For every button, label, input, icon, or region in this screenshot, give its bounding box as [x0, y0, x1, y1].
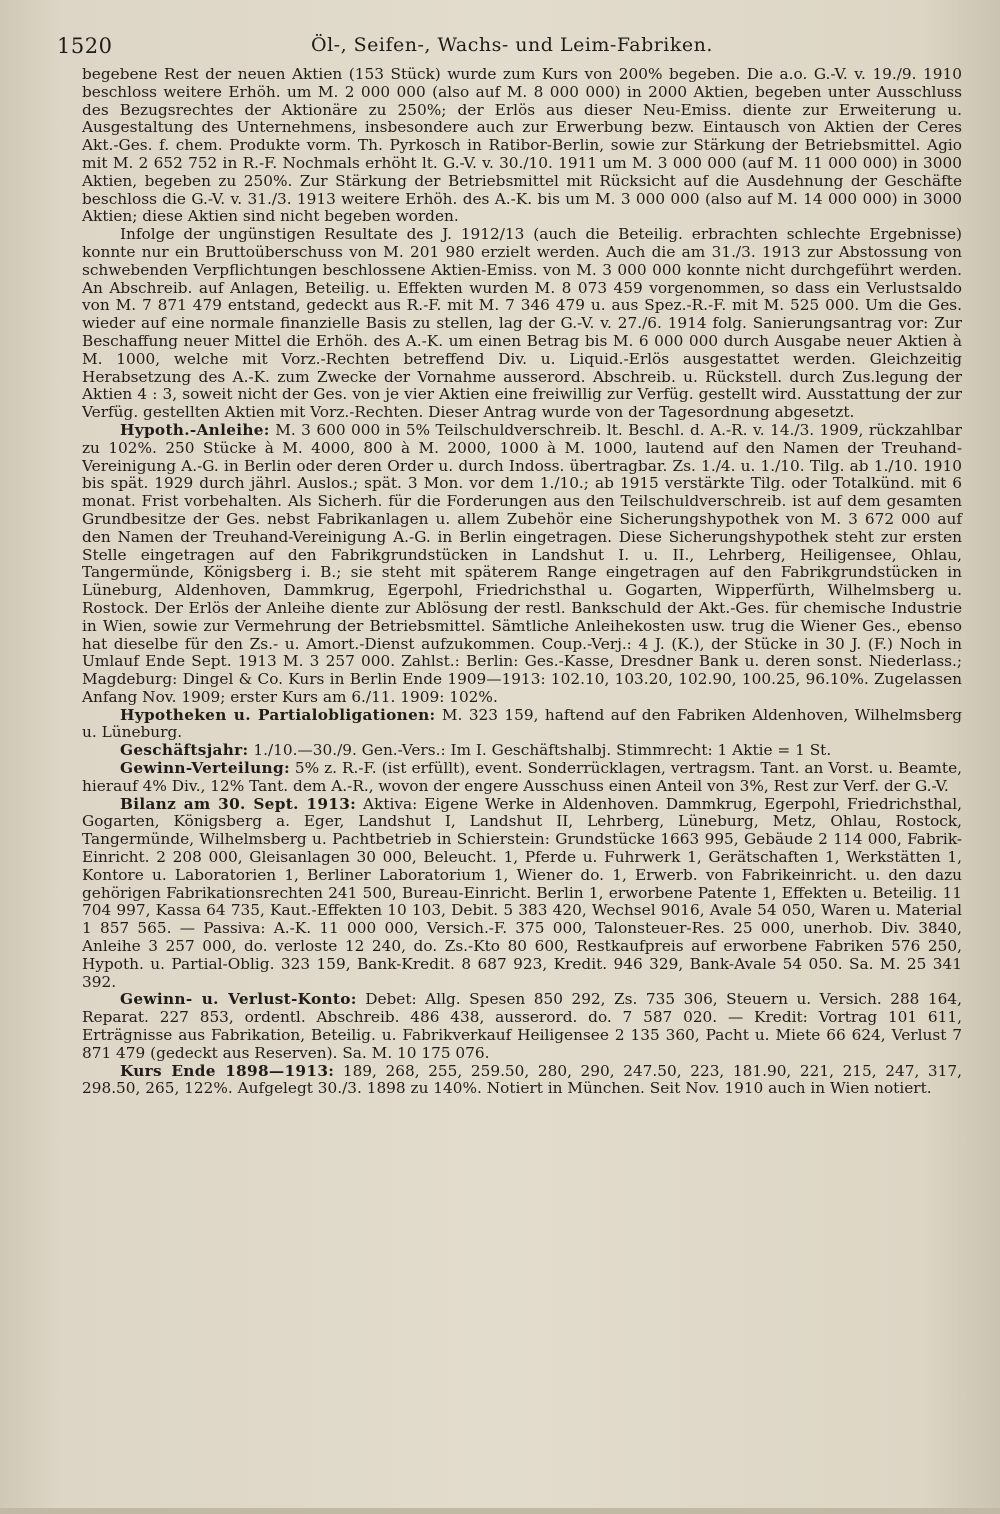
- paragraph-text: M. 3 600 000 in 5% Teilschuldverschreib. lt. Beschl. d. A.-R. v. 14./3. 1909, rückzahlbar zu 102%. 250 Stücke à M. 4000, 800 à M. 2000, 1000 à M. 1000, lautend auf den Namen der Treuhand-Vereinigung A.-G. in Berlin oder deren Order u. durch Indoss. übertragbar. Zs. 1./4. u. 1./10. Tilg. ab 1./10. 1910 bis spät. 1929 durch jährl. Auslos.; spät. 3 Mon. vor dem 1./10.; ab 1915 verstärkte Tilg. oder Totalkünd. mit 6 monat. Frist vorbehalten. Als Sicherh. für die Forderungen aus den Teilschuldverschreib. ist auf dem gesamten Grundbesitze der Ges. nebst Fabrikanlagen u. allem Zubehör eine Sicherungshypothek von M. 3 672 000 auf den Namen der Treuhand-Vereinigung A.-G. in Berlin eingetragen. Diese Sicherungshypothek steht zur ersten Stelle eingetragen auf den Fabrikgrundstücken in Landshut I. u. II., Lehrberg, Heiligensee, Ohlau, Tangermünde, Königsberg i. B.; sie steht mit späterem Range eingetragen auf den Fabrikgrundstücken in Lüneburg, Aldenhoven, Dammkrug, Egerpohl, Friedrichsthal u. Gogarten, Wipperfürth, Wilhelmsberg u. Rostock. Der Erlös der Anleihe diente zur Ablösung der restl. Bankschuld der Akt.-Ges. für chemische Industrie in Wien, sowie zur Vermehrung der Betriebsmittel. Sämtliche Anleihekosten usw. trug die Wiener Ges., ebenso hat dieselbe für den Zs.- u. Amort.-Dienst aufzukommen. Coup.-Verj.: 4 J. (K.), der Stücke in 30 J. (F.) Noch in Umlauf Ende Sept. 1913 M. 3 257 000. Zahlst.: Berlin: Ges.-Kasse, Dresdner Bank u. deren sonst. Niederlass.; Magdeburg: Dingel & Co. Kurs in Berlin Ende 1909—1913: 102.10, 103.20, 102.90, 100.25, 96.10%. Zugelassen Anfang Nov. 1909; erster Kurs am 6./11. 1909: 102%.: [82, 420, 962, 706]
- paragraph-mortgage-bond: [82, 422, 962, 707]
- paragraph-restructuring: [82, 226, 962, 422]
- paragraph-lead: Hypoth.-Anleihe:: [120, 420, 270, 439]
- paragraph-text: begebene Rest der neuen Aktien (153 Stück) wurde zum Kurs von 200% begeben. Die a.o. G.-V. v. 19./9. 1910 beschloss weitere Erhöh. um M. 2 000 000 (also auf M. 8 000 000) in 2000 Aktien, begeben unter Ausschluss des Bezugsrechtes der Aktionäre zu 250%; der Erlös aus dieser Neu-Emiss. diente zur Erweiterung u. Ausgestaltung des Unternehmens, insbesondere auch zur Erwerbung bezw. Eintausch von Aktien der Ceres Akt.-Ges. f. chem. Produkte vorm. Th. Pyrkosch in Ratibor-Berlin, sowie zur Stärkung der Betriebsmittel. Agio mit M. 2 652 752 in R.-F. Nochmals erhöht lt. G.-V. v. 30./10. 1911 um M. 3 000 000 (auf M. 11 000 000) in 3000 Aktien, begeben zu 250%. Zur Stärkung der Betriebsmittel mit Rücksicht auf die Ausdehnung der Geschäfte beschloss die G.-V. v. 31./3. 1913 weitere Erhöh. des A.-K. bis um M. 3 000 000 (also auf M. 14 000 000) in 3000 Aktien; diese Aktien sind nicht begeben worden.: [82, 65, 962, 226]
- paragraph-profit-distribution: [82, 760, 962, 796]
- document-body: [82, 66, 962, 1098]
- paragraph-balance-sheet: [82, 796, 962, 992]
- paragraph-text: Infolge der ungünstigen Resultate des J. 1912/13 (auch die Beteilig. erbrachten schlechte Ergebnisse) konnte nur ein Bruttoüberschuss von M. 201 980 erzielt werden. Auch die am 31./3. 1913 zur Abstossung von schwebenden Verpflichtungen beschlossene Aktien-Emiss. von M. 3 000 000 konnte nicht durchgeführt werden. An Abschreib. auf Anlagen, Beteilig. u. Effekten wurden M. 8 073 459 vorgenommen, so dass ein Verlustsaldo von M. 7 871 479 entstand, gedeckt aus R.-F. mit M. 7 346 479 u. aus Spez.-R.-F. mit M. 525 000. Um die Ges. wieder auf eine normale finanzielle Basis zu stellen, lag der G.-V. v. 27./6. 1914 folg. Sanierungsantrag vor: Zur Beschaffung neuer Mittel die Erhöh. des A.-K. um einen Betrag bis M. 6 000 000 durch Ausgabe neuer Aktien à M. 1000, welche mit Vorz.-Rechten betreffend Div. u. Liquid.-Erlös ausgestattet werden. Gleichzeitig Herabsetzung des A.-K. zum Zwecke der Vornahme ausserord. Abschreib. u. Rückstell. durch Zus.legung der Aktien 4 : 3, soweit nicht der Ges. von je vier Aktien eine freiwillig zur Verfüg. gestellt wird. Ausstattung der zur Verfüg. gestellten Aktien mit Vorz.-Rechten. Dieser Antrag wurde von der Tagesordnung abgesetzt.: [82, 225, 962, 422]
- paragraph-lead: Geschäftsjahr:: [120, 741, 249, 760]
- paragraph-lead: Bilanz am 30. Sept. 1913:: [120, 794, 357, 813]
- paragraph-text: 1./10.—30./9. Gen.-Vers.: Im I. Geschäftshalbj. Stimmrecht: 1 Aktie = 1 St.: [253, 741, 832, 760]
- page-header: [57, 30, 962, 66]
- paragraph-text: M. 323 159, haftend auf den Fabriken Aldenhoven, Wilhelmsberg u. Lüneburg.: [82, 705, 962, 742]
- paragraph-profit-loss: [82, 991, 962, 1062]
- paragraph-lead: Gewinn- u. Verlust-Konto:: [120, 990, 357, 1009]
- page-edge: [0, 1508, 1000, 1514]
- paragraph-lead: Kurs Ende 1898—1913:: [120, 1061, 335, 1080]
- paragraph-text: 189, 268, 255, 259.50, 280, 290, 247.50, 223, 181.90, 221, 215, 247, 317, 298.50, 265, 122%. Aufgelegt 30./3. 1898 zu 140%. Notiert in München. Seit Nov. 1910 auch in Wien notiert.: [82, 1061, 962, 1098]
- paragraph-share-prices: [82, 1063, 962, 1099]
- paragraph-text: 5% z. R.-F. (ist erfüllt), event. Sonderrücklagen, vertragsm. Tant. an Vorst. u. Beamte, hierauf 4% Div., 12% Tant. dem A.-R., wovon der engere Ausschuss einen Anteil von 3%, Rest zur Verf. der G.-V.: [82, 759, 962, 795]
- running-title: Öl-, Seifen-, Wachs- und Leim-Fabriken.: [311, 34, 713, 56]
- page-number: 1520: [57, 34, 113, 58]
- paragraph-fiscal-year: [82, 742, 962, 760]
- paragraph-lead: Hypotheken u. Partialobligationen:: [120, 705, 436, 724]
- paragraph-lead: Gewinn-Verteilung:: [120, 759, 290, 778]
- paragraph-capital-history: [82, 66, 962, 226]
- paragraph-text: Debet: Allg. Spesen 850 292, Zs. 735 306, Steuern u. Versich. 288 164, Reparat. 227 853, ordentl. Abschreib. 486 438, ausserord. do. 7 587 020. — Kredit: Vortrag 101 611, Erträgnisse aus Fabrikation, Beteilig. u. Fabrikverkauf Heiligensee 2 135 360, Pacht u. Miete 66 624, Verlust 7 871 479 (gedeckt aus Reserven). Sa. M. 10 175 076.: [82, 990, 962, 1062]
- paragraph-mortgages: [82, 707, 962, 743]
- paragraph-text: Aktiva: Eigene Werke in Aldenhoven. Dammkrug, Egerpohl, Friedrichsthal, Gogarten, Königsberg a. Eger, Landshut I, Landshut II, Lehrberg, Lüneburg, Metz, Ohlau, Rostock, Tangermünde, Wilhelmsberg u. Pachtbetrieb in Schierstein: Grundstücke 1663 995, Gebäude 2 114 000, Fabrik-Einricht. 2 208 000, Gleisanlagen 30 000, Beleucht. 1, Pferde u. Fuhrwerk 1, Gerätschaften 1, Werkstätten 1, Kontore u. Laboratorien 1, Berliner Laboratorium 1, Wiener do. 1, Erwerb. von Fabrikeinricht. u. den dazu gehörigen Fabrikationsrechten 241 500, Bureau-Einricht. Berlin 1, erworbene Patente 1, Effekten u. Beteilig. 11 704 997, Kassa 64 735, Kaut.-Effekten 10 103, Debit. 5 383 420, Wechsel 9016, Avale 54 050, Waren u. Material 1 857 565. — Passiva: A.-K. 11 000 000, Versich.-F. 375 000, Talonsteuer-Res. 25 000, unerhob. Div. 3840, Anleihe 3 257 000, do. verloste 12 240, do. Zs.-Kto 80 600, Restkaufpreis auf erworbene Fabriken 576 250, Hypoth. u. Partial-Oblig. 323 159, Bank-Kredit. 8 687 923, Kredit. 946 329, Bank-Avale 54 050. Sa. M. 25 341 392.: [82, 794, 962, 991]
